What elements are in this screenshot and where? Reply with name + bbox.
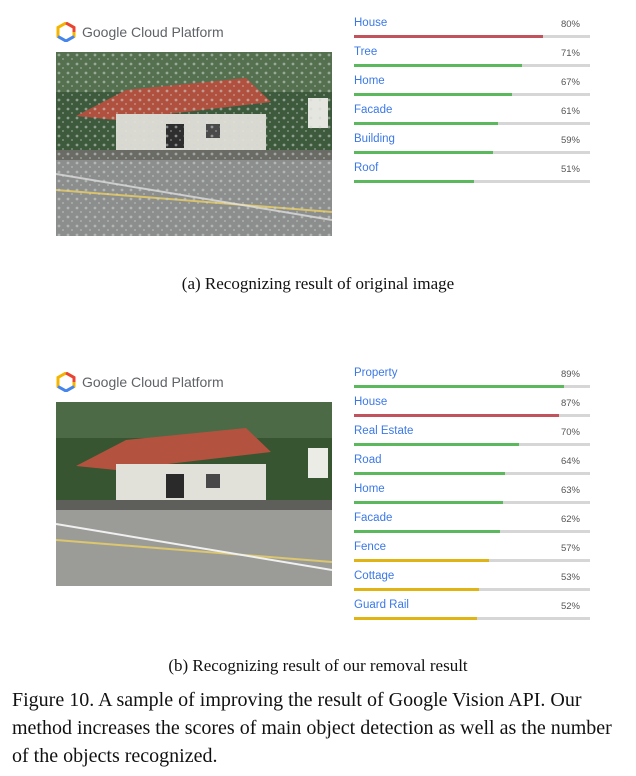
label-list-b bbox=[354, 366, 590, 627]
label-score: 59% bbox=[560, 135, 580, 146]
score-bar-fill bbox=[354, 385, 564, 388]
label-row bbox=[354, 395, 590, 424]
label-name: House bbox=[354, 396, 388, 408]
label-score: 52% bbox=[560, 601, 580, 612]
score-bar-fill bbox=[354, 35, 543, 38]
logo-text: Google Cloud Platform bbox=[82, 24, 224, 40]
score-bar-track bbox=[354, 151, 590, 154]
label-name: Road bbox=[354, 454, 382, 466]
label-score: 61% bbox=[560, 106, 580, 117]
score-bar-fill bbox=[354, 530, 500, 533]
label-name: House bbox=[354, 17, 388, 29]
label-list-a bbox=[354, 16, 590, 190]
label-score: 53% bbox=[560, 572, 580, 583]
label-score: 62% bbox=[560, 514, 580, 525]
score-bar-track bbox=[354, 122, 590, 125]
label-row bbox=[354, 366, 590, 395]
label-row bbox=[354, 161, 590, 190]
score-bar-fill bbox=[354, 617, 477, 620]
label-score: 71% bbox=[560, 48, 580, 59]
score-bar-track bbox=[354, 501, 590, 504]
figure-caption: Figure 10. A sample of improving the result of Google Vision API. Our method increases the scores of main object detection as well as the number of the objects recognized. bbox=[12, 689, 612, 767]
score-bar-fill bbox=[354, 64, 522, 67]
score-bar-fill bbox=[354, 414, 559, 417]
label-score: 70% bbox=[560, 427, 580, 438]
label-row bbox=[354, 45, 590, 74]
label-name: Fence bbox=[354, 541, 386, 553]
score-bar-fill bbox=[354, 472, 505, 475]
label-row bbox=[354, 482, 590, 511]
label-row bbox=[354, 16, 590, 45]
score-bar-track bbox=[354, 93, 590, 96]
label-row bbox=[354, 511, 590, 540]
label-score: 67% bbox=[560, 77, 580, 88]
label-row bbox=[354, 424, 590, 453]
label-score: 64% bbox=[560, 456, 580, 467]
label-name: Facade bbox=[354, 512, 393, 524]
label-name: Roof bbox=[354, 162, 379, 174]
score-bar-track bbox=[354, 180, 590, 183]
label-row bbox=[354, 569, 590, 598]
score-bar-track bbox=[354, 35, 590, 38]
score-bar-fill bbox=[354, 559, 489, 562]
score-bar-track bbox=[354, 588, 590, 591]
label-row bbox=[354, 132, 590, 161]
score-bar-track bbox=[354, 472, 590, 475]
label-name: Property bbox=[354, 367, 398, 379]
gcp-hexagon-icon bbox=[56, 372, 76, 392]
label-score: 80% bbox=[560, 19, 580, 30]
score-bar-fill bbox=[354, 443, 519, 446]
score-bar-fill bbox=[354, 93, 512, 96]
restored-photo bbox=[56, 402, 332, 586]
label-row bbox=[354, 540, 590, 569]
label-score: 89% bbox=[560, 369, 580, 380]
score-bar-fill bbox=[354, 180, 474, 183]
score-bar-track bbox=[354, 617, 590, 620]
score-bar-fill bbox=[354, 501, 503, 504]
score-bar-fill bbox=[354, 151, 493, 154]
score-bar-track bbox=[354, 559, 590, 562]
score-bar-fill bbox=[354, 122, 498, 125]
score-bar-track bbox=[354, 385, 590, 388]
label-name: Real Estate bbox=[354, 425, 414, 437]
label-name: Facade bbox=[354, 104, 393, 116]
gcp-logo-a bbox=[56, 22, 224, 42]
gcp-hexagon-icon bbox=[56, 22, 76, 42]
score-bar-track bbox=[354, 64, 590, 67]
label-row bbox=[354, 453, 590, 482]
label-name: Building bbox=[354, 133, 395, 145]
label-row bbox=[354, 598, 590, 627]
label-score: 87% bbox=[560, 398, 580, 409]
label-row bbox=[354, 74, 590, 103]
gcp-logo-b bbox=[56, 372, 224, 392]
score-bar-track bbox=[354, 414, 590, 417]
label-name: Cottage bbox=[354, 570, 395, 582]
label-row bbox=[354, 103, 590, 132]
label-name: Tree bbox=[354, 46, 378, 58]
label-name: Guard Rail bbox=[354, 599, 409, 611]
logo-text: Google Cloud Platform bbox=[82, 374, 224, 390]
score-bar-track bbox=[354, 443, 590, 446]
label-score: 51% bbox=[560, 164, 580, 175]
caption-b: (b) Recognizing result of our removal result bbox=[168, 656, 468, 675]
score-bar-fill bbox=[354, 588, 479, 591]
label-name: Home bbox=[354, 483, 385, 495]
label-score: 57% bbox=[560, 543, 580, 554]
caption-a: (a) Recognizing result of original image bbox=[181, 274, 455, 293]
label-score: 63% bbox=[560, 485, 580, 496]
score-bar-track bbox=[354, 530, 590, 533]
original-photo bbox=[56, 52, 332, 236]
label-name: Home bbox=[354, 75, 385, 87]
